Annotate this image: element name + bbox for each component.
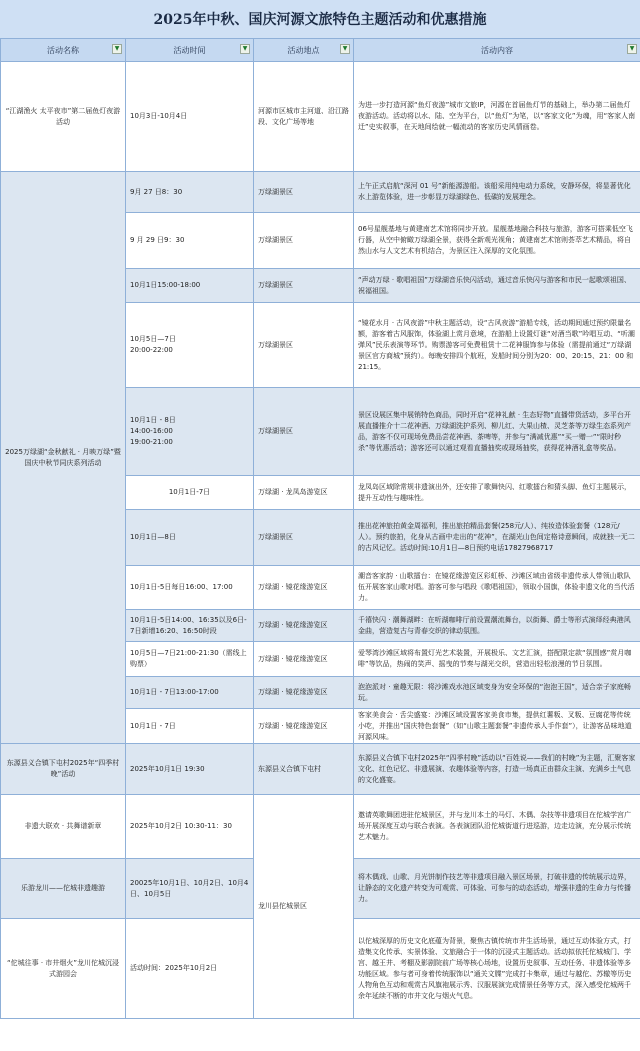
cell-activity-location[interactable]: 万绿湖景区 [254, 303, 354, 388]
cell-activity-content[interactable]: 邀请英歌舞团进驻佗城景区，并与龙川本土的马灯、木偶、杂技等非遗项目在佗城学宫广场开展深度互动与联合表演。各表演团队沿佗城街道行进巡游，边走边演，充分展示传统艺术魅力。 [354, 795, 640, 859]
cell-activity-name[interactable]: 东源县义合镇下屯村2025年“四季村晚”活动 [1, 744, 126, 795]
cell-activity-time[interactable]: 10月1日 - 7日 [126, 709, 254, 744]
cell-activity-location[interactable]: 河源市区城市主河道、沿江路段、文化广场等地 [254, 62, 354, 172]
cell-activity-location[interactable]: 万绿湖 · 镜花缘游览区 [254, 566, 354, 610]
cell-activity-time[interactable]: 10月1日—8日 [126, 510, 254, 566]
filter-dropdown-icon[interactable]: ▼ [340, 44, 350, 54]
cell-activity-content[interactable]: “镜花水月 · 古风夜游”中秋主题活动，设“古风夜游”游船专线，活动期间通过预约限量名额，游客着古风服饰，体验湖上赏月意境，在游船上设置灯谜“对酒当歌”吟唱互动、“听潮弹风”民乐表演等环节。购票游客可免费租赁十二花神服饰参与体验（需提前通过“万绿湖景区官方商城”预约）。每晚安排四个航班，发船时间分别为20：00、20:15、21：00 和21:15。 [354, 303, 640, 388]
cell-activity-content[interactable]: 客家美食会 · 舌尖盛宴：沙滩区域设置客家美食市集，提供红薯粄、叉粄、豆腐花等传统小吃，并推出“国庆特色套餐”（如“山歌主题套餐”非遗传承人手作套”），让游客品味地道河源风味。 [354, 709, 640, 744]
filter-dropdown-icon[interactable]: ▼ [627, 44, 637, 54]
cell-activity-time[interactable]: 2025年10月1日 19:30 [126, 744, 254, 795]
column-header-label: 活动时间 [173, 45, 206, 55]
sheet-title: 2025年中秋、国庆河源文旅特色主题活动和优惠措施 [0, 0, 640, 39]
cell-activity-time[interactable]: 10月5日—7日 20:00-22:00 [126, 303, 254, 388]
cell-activity-time[interactable]: 20025年10月1日、10月2日、10月4日、10月5日 [126, 859, 254, 919]
cell-activity-location[interactable]: 万绿湖 · 镜花缘游览区 [254, 642, 354, 677]
cell-activity-location[interactable]: 龙川县佗城景区 [254, 795, 354, 1019]
table-row [1, 744, 640, 795]
cell-activity-name[interactable]: 非遗大联欢 · 共舞谱新章 [1, 795, 126, 859]
cell-activity-location[interactable]: 万绿湖景区 [254, 172, 354, 213]
cell-activity-content[interactable]: 以佗城深厚的历史文化底蕴为背景，聚焦古镇传统市井生活场景，通过互动体验方式，打造集文化传承、实景体验、文旅融合于一体的沉浸式主题活动。活动拟依托佗城城门、学宫、越王井、考棚及影剧院前广场等核心场地，设置历史叙事、互动任务、非遗体验等多功能区域。参与者可身着传统服饰以“通关文牒”完成打卡集章，通过与越佗、苏辙等历史人物角色互动和观赏古风旗袍展示秀、汉服展演完成情景任务等方式，深入感受佗城两千余年延续不断的市井文化与烟火气息。 [354, 919, 640, 1019]
cell-activity-content[interactable]: 爱琴湾沙滩区域将布置灯光艺术装置，开展极乐、文艺汇演，搭配限定款“氛围感”赏月咖啡”等饮品，热闹的笑声、摇曳的节奏与湖光交织，营造出轻松浪漫的节日氛围。 [354, 642, 640, 677]
column-header-name[interactable] [1, 39, 126, 62]
cell-activity-time[interactable]: 10月1日 - 7日13:00-17:00 [126, 677, 254, 709]
cell-activity-content[interactable]: 06号星舰基地与黄建南艺术馆将同步开放。星舰基地融合科技与旅游，游客可搭乘低空飞行器，从空中俯瞰万绿湖全景，获得全新观光视角；黄建南艺术馆则荟萃艺术精品，将自然山水与人文艺术有机结合，为景区注入深厚的文化氛围。 [354, 213, 640, 269]
cell-activity-name[interactable]: 2025万绿湖“金秋献礼 · 月映万绿”暨国庆中秋节同庆系列活动 [1, 172, 126, 744]
column-header-time[interactable] [126, 39, 254, 62]
column-header-label: 活动内容 [481, 45, 513, 55]
cell-activity-time[interactable]: 活动时间：2025年10月2日 [126, 919, 254, 1019]
cell-activity-location[interactable]: 万绿湖景区 [254, 388, 354, 476]
cell-activity-time[interactable]: 2025年10月2日 10:30-11：30 [126, 795, 254, 859]
filter-dropdown-icon[interactable]: ▼ [240, 44, 250, 54]
header-row [1, 39, 640, 62]
cell-activity-time[interactable]: 9月 27 日8：30 [126, 172, 254, 213]
column-header-label: 活动地点 [287, 45, 320, 55]
cell-activity-time[interactable]: 10月1日15:00-18:00 [126, 269, 254, 303]
cell-activity-content[interactable]: 潮音客家韵 · 山歌擂台：在镜花缘游览区彩虹桥、沙滩区域由省级非遗传承人带领山歌队伍开展客家山歌对唱。游客可参与唱段《歌唱祖国》，领取小国旗，体验非遗文化的当代活力。 [354, 566, 640, 610]
cell-activity-content[interactable]: 为进一步打造河源“鱼灯夜游”城市文旅IP，河源在首届鱼灯节的基础上，举办第二届鱼灯夜游活动。活动将以水、陆、空为平台，以“鱼灯”为笔，以“客家文化”为魂，用“客家人南迁”史实叙事，在天地间绘就一幅流动的客家历史风情画卷。 [354, 62, 640, 172]
cell-activity-time[interactable]: 10月1日-7日 [126, 476, 254, 510]
cell-activity-content[interactable]: 龙凤岛区域除常规非遗演出外，还安排了歌舞快闪、红歌擂台和猜头脚、鱼灯主题展示，提升互动性与趣味性。 [354, 476, 640, 510]
table-row [1, 795, 640, 859]
cell-activity-location[interactable]: 万绿湖 · 镜花缘游览区 [254, 610, 354, 642]
cell-activity-content[interactable]: 千禧快闪 · 潮舞湖畔：在听湖咖啡厅前设置潮流舞台，以街舞、爵士等形式演绎经典港风金曲，营造复古与青春交织的律动氛围。 [354, 610, 640, 642]
cell-activity-name[interactable]: “江湖渔火 太平夜市”第二届鱼灯夜游活动 [1, 62, 126, 172]
cell-activity-location[interactable]: 万绿湖景区 [254, 510, 354, 566]
cell-activity-name[interactable]: 乐游龙川——佗城非遗趣游 [1, 859, 126, 919]
cell-activity-time[interactable]: 10月5日—7日21:00-21:30（需线上购票） [126, 642, 254, 677]
cell-activity-location[interactable]: 万绿湖 · 镜花缘游览区 [254, 709, 354, 744]
events-table [0, 38, 640, 1019]
cell-activity-time[interactable]: 10月1日-5日每日16:00、17:00 [126, 566, 254, 610]
cell-activity-time[interactable]: 10月3日-10月4日 [126, 62, 254, 172]
cell-activity-time[interactable]: 9 月 29 日9：30 [126, 213, 254, 269]
cell-activity-location[interactable]: 万绿湖 · 龙凤岛游览区 [254, 476, 354, 510]
cell-activity-content[interactable]: “声动万绿 · 歌唱祖国”万绿湖音乐快闪活动，通过音乐快闪与游客和市民一起歌颂祖国、祝福祖国。 [354, 269, 640, 303]
cell-activity-content[interactable]: 将木偶戏、山歌、月光饼制作技艺等非遗项目融入景区场景，打破非遗的传统展示边界，让静态的文化遗产转变为可观赏、可体验、可参与的动态活动，增强非遗的生命力与传播力。 [354, 859, 640, 919]
filter-dropdown-icon[interactable]: ▼ [112, 44, 122, 54]
cell-activity-location[interactable]: 万绿湖 · 镜花缘游览区 [254, 677, 354, 709]
column-header-content[interactable] [354, 39, 640, 62]
cell-activity-content[interactable]: 上午正式启航“深河 01 号”新能源游船。该船采用纯电动力系统，安静环保，将显著优化水上游览体验，进一步彰显万绿湖绿色、低碳的发展理念。 [354, 172, 640, 213]
table-body [1, 62, 640, 1019]
cell-activity-location[interactable]: 万绿湖景区 [254, 213, 354, 269]
cell-activity-content[interactable]: 推出花神旅拍黄金周福利，推出旅拍精品套餐(258元/人）、纯妆造体验套餐（128元/人）。预约旅拍，化身从古画中走出的“花神”，在湖光山色间定格诗意瞬间，成就独一无二的古风记忆。活动时间:10月1日—8日预约电话17827968717 [354, 510, 640, 566]
table-row [1, 172, 640, 213]
cell-activity-location[interactable]: 万绿湖景区 [254, 269, 354, 303]
table-row [1, 62, 640, 172]
cell-activity-name[interactable]: “佗城往事 · 市井烟火”龙川佗城沉浸式游园会 [1, 919, 126, 1019]
cell-activity-content[interactable]: 东源县义合镇下屯村2025年“四季村晚”活动以“百姓说——我们的村晚”为主题，汇聚客家文化、红色记忆、非遗展演、农趣体验等内容，打造一场真正由群众主演、充满乡土气息的文化盛宴。 [354, 744, 640, 795]
column-header-label: 活动名称 [47, 45, 79, 55]
cell-activity-time[interactable]: 10月1日-5日14:00、16:35以及6日-7日新增16:20、16:50时段 [126, 610, 254, 642]
column-header-location[interactable] [254, 39, 354, 62]
cell-activity-location[interactable]: 东源县义合镇下屯村 [254, 744, 354, 795]
cell-activity-time[interactable]: 10月1日 - 8日 14:00-16:00 19:00-21:00 [126, 388, 254, 476]
cell-activity-content[interactable]: 泡泡派对 · 童趣无限：将沙滩戏水池区域变身为安全环保的“泡泡王国”，适合亲子家庭畅玩。 [354, 677, 640, 709]
cell-activity-content[interactable]: 景区设展区集中展销特色商品，同时开启“花神礼献 · 生态好物”直播带货活动，多平台开展直播推介十二花神酒、万绿湖洗护系列、柳儿红、大果山楂、灵芝茶等万绿生态系列产品，游客不仅可现场免费品尝花神酒、茶啤等，并参与“满减优惠”“买一赠一”“限时秒杀”等优惠活动；游客还可以通过观看直播抽奖或现场抽奖，获得花神酒礼盒等奖品。 [354, 388, 640, 476]
